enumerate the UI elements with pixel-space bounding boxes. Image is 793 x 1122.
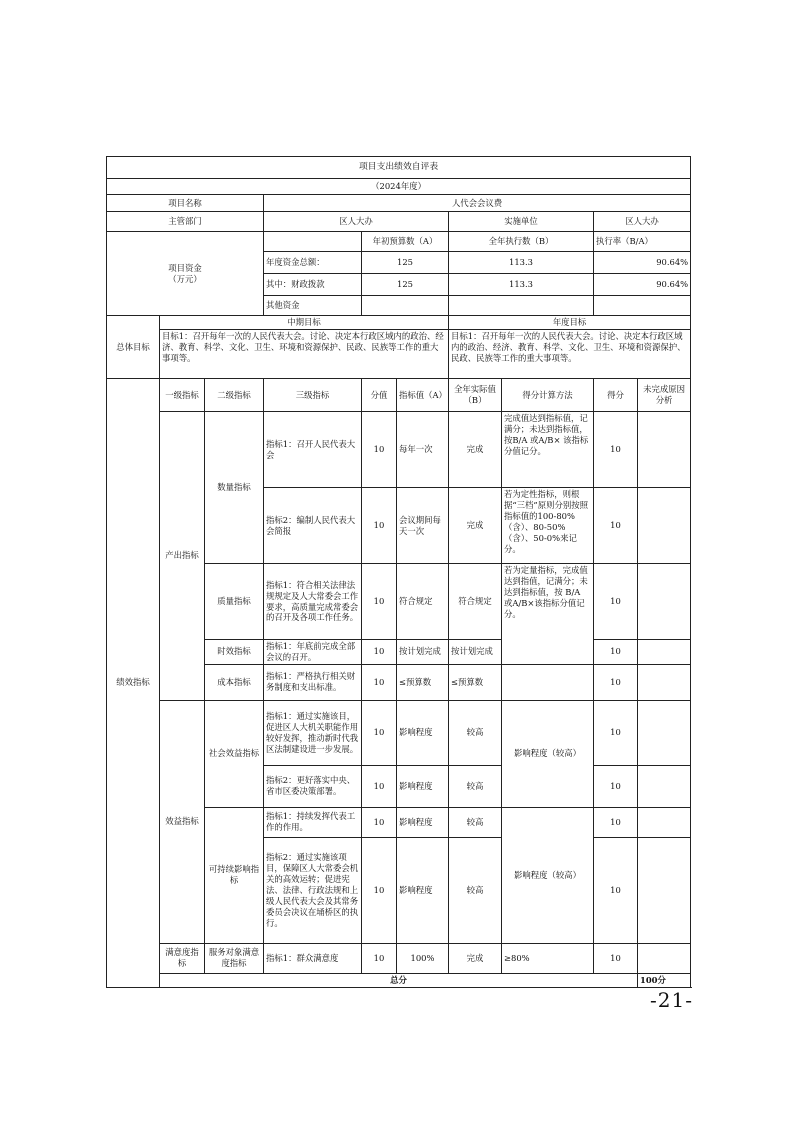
- actual-value: 较高: [449, 700, 502, 765]
- target-value: 影响程度: [397, 700, 449, 765]
- funds-row-b: 113.3: [449, 274, 594, 296]
- table-title: 项目支出绩效自评表: [107, 157, 691, 179]
- l2-sustain: 可持续影响指标: [205, 807, 264, 943]
- reason: [638, 943, 691, 973]
- table-row: [107, 943, 691, 973]
- got-score: 10: [594, 943, 638, 973]
- l3-indicator: 指标2：通过实施该项目，保障区人大常委会机关的高效运转；促进宪法、法律、行政法规和上级人民代表大会及其常务委员会决议在埇桥区的执行。: [264, 837, 362, 943]
- target-value: 符合规定: [397, 564, 449, 640]
- score-method: ≥80%: [502, 943, 594, 973]
- actual-value: 符合规定: [449, 564, 502, 640]
- l3-indicator: 指标1：符合相关法律法规规定及人大常委会工作要求，高质量完成常委会的召开及各项工作任务。: [264, 564, 362, 640]
- funds-row-rate: 90.64%: [594, 252, 691, 274]
- got-score: 10: [594, 837, 638, 943]
- score-method: 完成值达到指标值，记满分；未达到指标值，按B/A 或A/B× 该指标分值记分。: [502, 412, 594, 488]
- got-score: 10: [594, 700, 638, 765]
- l3-indicator: 指标2：编制人民代表大会简报: [264, 488, 362, 564]
- l3-indicator: 指标1：群众满意度: [264, 943, 362, 973]
- score-method: 若为定性指标，则根据“三档”原则分别按照指标值的100-80%（含）、80-50%（含）、50-0%来记分。: [502, 488, 594, 564]
- funds-col-a: 年初预算数（A）: [362, 232, 449, 252]
- reason: [638, 664, 691, 700]
- project-name-value: 人代会会议费: [264, 195, 691, 212]
- total-label: 总分: [160, 973, 638, 987]
- got-score: 10: [594, 412, 638, 488]
- funds-row-a: 125: [362, 252, 449, 274]
- perf-header: 二级指标: [205, 379, 264, 412]
- reason: [638, 765, 691, 807]
- score: 10: [362, 664, 397, 700]
- actual-value: 较高: [449, 837, 502, 943]
- actual-value: 完成: [449, 412, 502, 488]
- reason: [638, 837, 691, 943]
- actual-value: ≤预算数: [449, 664, 502, 700]
- l3-indicator: 指标2：更好落实中央、省市区委决策部署。: [264, 765, 362, 807]
- reason: [638, 640, 691, 665]
- goals-mid-header: 中期目标: [160, 316, 449, 330]
- perf-header: 一级指标: [160, 379, 205, 412]
- got-score: 10: [594, 564, 638, 640]
- perf-header: 未完成原因分析: [638, 379, 691, 412]
- score: 10: [362, 564, 397, 640]
- perf-label: 绩效指标: [107, 379, 160, 988]
- target-value: ≤预算数: [397, 664, 449, 700]
- funds-row-a: [362, 296, 449, 316]
- funds-label-line2: （万元）: [168, 273, 202, 284]
- score-method-empty: [502, 664, 594, 700]
- table-year: （2024年度）: [107, 179, 691, 195]
- actual-value: 完成: [449, 943, 502, 973]
- funds-row-b: 113.3: [449, 252, 594, 274]
- actual-value: 较高: [449, 765, 502, 807]
- l1-satisfaction: 满意度指标: [160, 943, 205, 973]
- page-number: -21-: [650, 988, 693, 1012]
- reason: [638, 564, 691, 640]
- perf-header: 三级指标: [264, 379, 362, 412]
- perf-header: 得分: [594, 379, 638, 412]
- total-value: 100分: [638, 973, 691, 987]
- goals-label: 总体目标: [107, 316, 160, 379]
- table-row: [107, 412, 691, 488]
- funds-row-label: 年度资金总额：: [264, 252, 362, 274]
- funds-row-b: [449, 296, 594, 316]
- goals-year-header: 年度目标: [449, 316, 691, 330]
- actual-value: 完成: [449, 488, 502, 564]
- self-evaluation-table: [106, 156, 690, 988]
- l2-service: 服务对象满意度指标: [205, 943, 264, 973]
- target-value: 100%: [397, 943, 449, 973]
- perf-header: 分值: [362, 379, 397, 412]
- score: 10: [362, 412, 397, 488]
- funds-label-line1: 项目资金: [168, 262, 202, 273]
- reason: [638, 488, 691, 564]
- target-value: 影响程度: [397, 765, 449, 807]
- score-method: 影响程度（较高）: [502, 700, 594, 807]
- funds-header-blank: [264, 232, 362, 252]
- actual-value: 按计划完成: [449, 640, 502, 665]
- project-name-label: 项目名称: [107, 195, 264, 212]
- funds-row-rate: [594, 296, 691, 316]
- score-method: 影响程度（较高）: [502, 807, 594, 943]
- table-row: [107, 700, 691, 765]
- l2-quality: 质量指标: [205, 564, 264, 640]
- got-score: 10: [594, 488, 638, 564]
- funds-col-rate: 执行率（B/A）: [594, 232, 691, 252]
- funds-row-a: 125: [362, 274, 449, 296]
- goals-year-text: 目标1：召开每年一次的人民代表大会。讨论、决定本行政区域内的政治、经济、教育、科学、文化、卫生、环境和资源保护、民政、民族等工作的重大事项等。: [449, 330, 691, 379]
- score: 10: [362, 488, 397, 564]
- goals-mid-text: 目标1：召开每年一次的人民代表大会。讨论、决定本行政区域内的政治、经济、教育、科学、文化、卫生、环境和资源保护、民政、民族等工作的重大事项等。: [160, 330, 449, 379]
- l2-social: 社会效益指标: [205, 700, 264, 807]
- perf-header: 指标值（A）: [397, 379, 449, 412]
- funds-row-label: 其中：财政拨款: [264, 274, 362, 296]
- l2-quantity: 数量指标: [205, 412, 264, 564]
- l2-timeliness: 时效指标: [205, 640, 264, 665]
- reason: [638, 412, 691, 488]
- l2-cost: 成本指标: [205, 664, 264, 700]
- l3-indicator: 指标1：严格执行相关财务制度和支出标准。: [264, 664, 362, 700]
- l3-indicator: 指标1：持续发挥代表工作的作用。: [264, 807, 362, 837]
- funds-row-label: 其他资金: [264, 296, 362, 316]
- target-value: 每年一次: [397, 412, 449, 488]
- perf-header: 得分计算方法: [502, 379, 594, 412]
- impl-label: 实施单位: [449, 212, 594, 232]
- got-score: 10: [594, 807, 638, 837]
- reason: [638, 807, 691, 837]
- score: 10: [362, 700, 397, 765]
- impl-value: 区人大办: [594, 212, 691, 232]
- target-value: 会议期间每天一次: [397, 488, 449, 564]
- actual-value: 较高: [449, 807, 502, 837]
- got-score: 10: [594, 664, 638, 700]
- l1-benefit: 效益指标: [160, 700, 205, 943]
- l1-output: 产出指标: [160, 412, 205, 701]
- funds-label: [107, 232, 264, 316]
- dept-label: 主管部门: [107, 212, 264, 232]
- score: 10: [362, 943, 397, 973]
- reason: [638, 700, 691, 765]
- dept-value: 区人大办: [264, 212, 449, 232]
- l3-indicator: 指标1：通过实施该目，促进区人大机关职能作用较好发挥，推动新时代我区法制建设进一步发展。: [264, 700, 362, 765]
- score-method: 若为定量指标，完成值达到指值，记满分；未达到指标值，按 B/A 或A/B×该指标分值记分。: [502, 564, 594, 665]
- score: 10: [362, 640, 397, 665]
- target-value: 影响程度: [397, 837, 449, 943]
- l3-indicator: 指标1：召开人民代表大会: [264, 412, 362, 488]
- funds-col-b: 全年执行数（B）: [449, 232, 594, 252]
- perf-header: 全年实际值（B）: [449, 379, 502, 412]
- got-score: 10: [594, 640, 638, 665]
- target-value: 影响程度: [397, 807, 449, 837]
- score: 10: [362, 807, 397, 837]
- got-score: 10: [594, 765, 638, 807]
- target-value: 按计划完成: [397, 640, 449, 665]
- score: 10: [362, 765, 397, 807]
- l3-indicator: 指标1：年底前完成全部会议的召开。: [264, 640, 362, 665]
- funds-row-rate: 90.64%: [594, 274, 691, 296]
- score: 10: [362, 837, 397, 943]
